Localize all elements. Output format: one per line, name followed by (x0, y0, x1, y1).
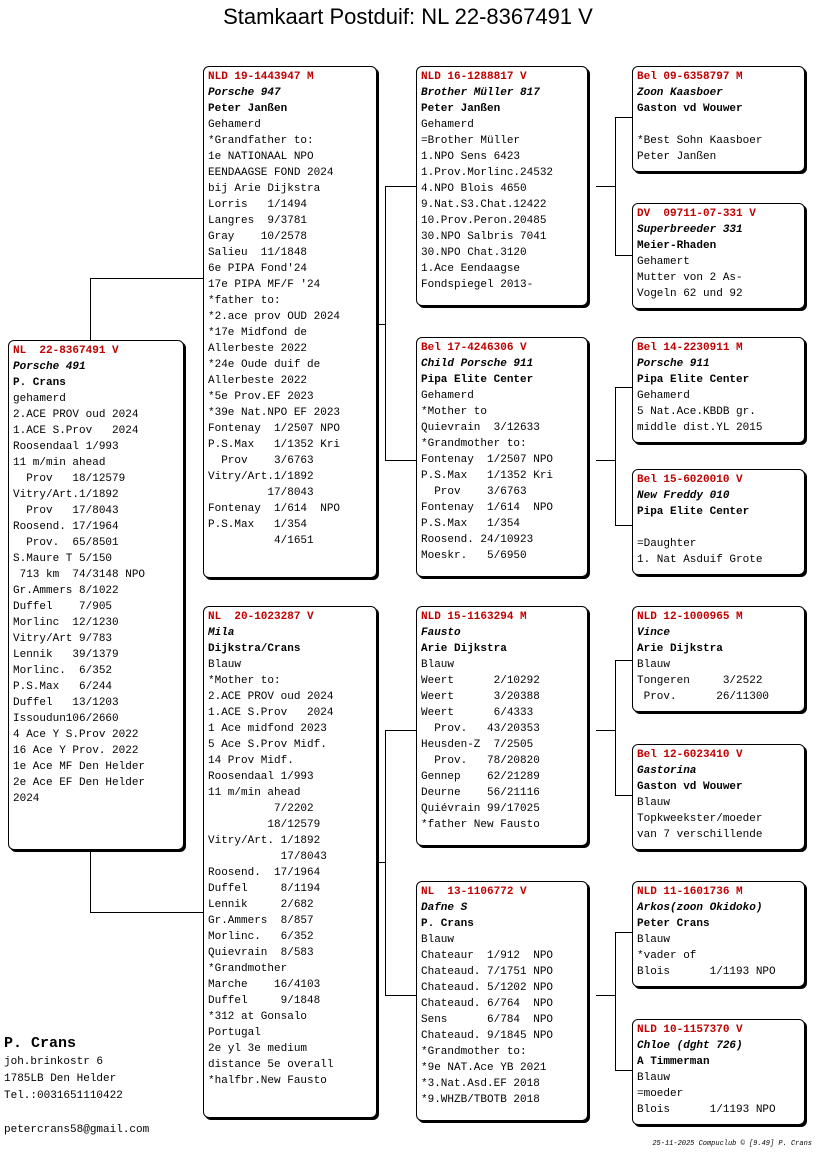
info-line: *2.ace prov OUD 2024 (208, 311, 341, 323)
info-line: Salieu 11/1848 (208, 247, 308, 259)
info-line: *312 at Gonsalo (208, 1011, 308, 1023)
info-line: Prov 17/8043 (13, 505, 119, 517)
info-line: Blauw (421, 934, 455, 946)
info-line: Duffel 8/1194 (208, 883, 321, 895)
info-line: Quiévrain 99/17025 (421, 803, 540, 815)
ring-number: NLD 19-1443947 M (208, 71, 314, 83)
ring-number: Bel 09-6358797 M (637, 71, 743, 83)
info-line: =moeder (637, 1088, 684, 1100)
info-line: Duffel 7/905 (13, 601, 113, 613)
page-title: Stamkaart Postduif: NL 22-8367491 V (223, 4, 593, 29)
info-line: Gr.Ammers 8/1022 (13, 585, 119, 597)
info-line: *Grandfather to: (208, 135, 314, 147)
info-line: Morlinc 12/1230 (13, 617, 119, 629)
info-line: Blois 1/1193 NPO (637, 966, 776, 978)
info-line: Mutter von 2 As- (637, 272, 743, 284)
info-line: Fontenay 1/2507 NPO (208, 423, 341, 435)
info-line: Blois 1/1193 NPO (637, 1104, 776, 1116)
pigeon-name: Mila (208, 627, 235, 639)
pedigree-card-dam-sire (416, 606, 588, 846)
pigeon-name: Brother Müller 817 (421, 87, 540, 99)
info-line: Lennik 2/682 (208, 899, 314, 911)
info-line: Weert 6/4333 (421, 707, 534, 719)
info-line: 30.NPO Salbris 7041 (421, 231, 547, 243)
ring-number: NL 13-1106772 V (421, 886, 527, 898)
info-line: EENDAAGSE FOND 2024 (208, 167, 334, 179)
owner-name: Arie Dijkstra (421, 643, 507, 655)
pedigree-card-sire-dam (416, 337, 588, 577)
info-line: 5 Ace S.Prov Midf. (208, 739, 327, 751)
info-line: *3.Nat.Asd.EF 2018 (421, 1078, 540, 1090)
pedigree-card-dds (632, 881, 805, 987)
ring-number: Bel 15-6020010 V (637, 474, 743, 486)
info-line: Vitry/Art. 1/1892 (208, 835, 321, 847)
info-line: Gehamerd (421, 119, 474, 131)
pigeon-name: Porsche 911 (637, 358, 710, 370)
info-line: Gr.Ammers 8/857 (208, 915, 314, 927)
info-line: 1.NPO Sens 6423 (421, 151, 521, 163)
info-line: Fontenay 1/614 NPO (208, 503, 341, 515)
info-line (637, 117, 800, 133)
info-line: Duffel 13/1203 (13, 697, 119, 709)
pedigree-card-subject (8, 340, 184, 850)
ring-number: Bel 14-2230911 M (637, 342, 743, 354)
info-line: gehamerd (13, 393, 66, 405)
info-line: S.Maure T 5/150 (13, 553, 113, 565)
info-line: P.S.Max 1/354 (421, 518, 521, 530)
owner-name: Peter Janßen (208, 103, 288, 115)
info-line: 18/12579 (208, 819, 321, 831)
pedigree-card-ssd (632, 203, 805, 309)
info-line: 1e Ace MF Den Helder (13, 761, 146, 773)
info-line: Heusden-Z 7/2505 (421, 739, 534, 751)
info-line: 1.ACE S.Prov 2024 (208, 707, 334, 719)
info-line: 10.Prov.Peron.20485 (421, 215, 547, 227)
owner-name: A Timmerman (637, 1056, 710, 1068)
ring-number: NLD 10-1157370 V (637, 1024, 743, 1036)
info-line: 2.ACE PROV oud 2024 (208, 691, 334, 703)
info-line: *father to: (208, 295, 281, 307)
pedigree-card-sss (632, 66, 805, 172)
pigeon-name: Porsche 491 (13, 361, 86, 373)
info-line: Allerbeste 2022 (208, 375, 308, 387)
info-line: Prov. 65/8501 (13, 537, 119, 549)
pigeon-name: Arkos(zoon Okidoko) (637, 902, 763, 914)
breeder-address-city: 1785LB Den Helder (4, 1073, 117, 1085)
ring-number: Bel 17-4246306 V (421, 342, 527, 354)
info-line: Morlinc. 6/352 (13, 665, 113, 677)
info-line: *father New Fausto (421, 819, 540, 831)
info-line: 1. Nat Asduif Grote (637, 554, 763, 566)
info-line: P.S.Max 1/1352 Kri (421, 470, 554, 482)
info-line: 4/1651 (208, 535, 314, 547)
info-line: 11 m/min ahead (13, 457, 106, 469)
info-line: Portugal (208, 1027, 261, 1039)
ring-number: NLD 11-1601736 M (637, 886, 743, 898)
info-line: *24e Oude duif de (208, 359, 321, 371)
ring-number: Bel 12-6023410 V (637, 749, 743, 761)
info-line: 17e PIPA MF/F '24 (208, 279, 321, 291)
info-line: Fontenay 1/2507 NPO (421, 454, 554, 466)
info-line: Blauw (421, 659, 455, 671)
info-line: Blauw (637, 934, 671, 946)
info-line: Issoudun106/2660 (13, 713, 119, 725)
info-line: =Daughter (637, 538, 697, 550)
info-line: *9e NAT.Ace YB 2021 (421, 1062, 547, 1074)
info-line: Sens 6/784 NPO (421, 1014, 554, 1026)
info-line (637, 520, 800, 536)
pedigree-card-dam-dam (416, 881, 588, 1121)
info-line: 1.Ace Eendaagse (421, 263, 521, 275)
info-line: Lorris 1/1494 (208, 199, 308, 211)
info-line: Prov. 78/20820 (421, 755, 540, 767)
info-line: Duffel 9/1848 (208, 995, 321, 1007)
info-line: Chateaud. 7/1751 NPO (421, 966, 554, 978)
owner-name: Pipa Elite Center (637, 506, 750, 518)
info-line: 1 Ace midfond 2023 (208, 723, 327, 735)
info-line: Gehamerd (421, 390, 474, 402)
info-line: distance 5e overall (208, 1059, 334, 1071)
info-line: 1e NATIONAAL NPO (208, 151, 314, 163)
owner-name: P. Crans (421, 918, 474, 930)
info-line: Prov 3/6763 (421, 486, 527, 498)
info-line: 17/8043 (208, 487, 314, 499)
info-line: Weert 3/20388 (421, 691, 540, 703)
info-line: Roosendaal 1/993 (13, 441, 119, 453)
info-line: Quievrain 8/583 (208, 947, 314, 959)
info-line: *Grandmother to: (421, 438, 527, 450)
info-line: Roosend. 24/10923 (421, 534, 534, 546)
pedigree-card-sire (203, 66, 377, 578)
info-line: Roosendaal 1/993 (208, 771, 314, 783)
info-line: *17e Midfond de (208, 327, 308, 339)
owner-name: Dijkstra/Crans (208, 643, 301, 655)
info-line: Gehamerd (208, 119, 261, 131)
owner-name: Peter Janßen (421, 103, 501, 115)
info-line: *Grandmother (208, 963, 288, 975)
pedigree-card-ddd (632, 1019, 805, 1125)
info-line: 16 Ace Y Prov. 2022 (13, 745, 139, 757)
info-line: Blauw (637, 1072, 671, 1084)
info-line: Topkweekster/moeder (637, 813, 763, 825)
info-line: *vader of (637, 950, 697, 962)
info-line: Gray 10/2578 (208, 231, 308, 243)
info-line: Gehamerd (637, 390, 690, 402)
pigeon-name: Gastorina (637, 765, 697, 777)
info-line: Chateaud. 6/764 NPO (421, 998, 554, 1010)
breeder-phone: Tel.:0031651110422 (4, 1090, 123, 1102)
info-line: Roosend. 17/1964 (13, 521, 119, 533)
pedigree-card-dam (203, 606, 377, 1118)
breeder-address-street: joh.brinkostr 6 (4, 1056, 104, 1068)
info-line: Chateaur 1/912 NPO (421, 950, 554, 962)
owner-name: Pipa Elite Center (637, 374, 750, 386)
owner-name: Gaston vd Wouwer (637, 103, 743, 115)
info-line: middle dist.YL 2015 (637, 422, 763, 434)
info-line: Prov 3/6763 (208, 455, 314, 467)
info-line: Peter Janßen (637, 151, 717, 163)
info-line: P.S.Max 1/354 (208, 519, 308, 531)
info-line: 2.ACE PROV oud 2024 (13, 409, 139, 421)
info-line: Gennep 62/21289 (421, 771, 540, 783)
info-line: 6e PIPA Fond'24 (208, 263, 308, 275)
info-line: Quievrain 3/12633 (421, 422, 540, 434)
info-line: Chateaud. 9/1845 NPO (421, 1030, 554, 1042)
info-line: Langres 9/3781 (208, 215, 308, 227)
info-line: Vogeln 62 und 92 (637, 288, 743, 300)
info-line: Vitry/Art.1/1892 (13, 489, 119, 501)
info-line: 11 m/min ahead (208, 787, 301, 799)
info-line: *Mother to (421, 406, 488, 418)
info-line: Gehamert (637, 256, 690, 268)
pigeon-name: Zoon Kaasboer (637, 87, 723, 99)
pigeon-name: Child Porsche 911 (421, 358, 534, 370)
pigeon-name: Vince (637, 627, 671, 639)
ring-number: NL 20-1023287 V (208, 611, 314, 623)
info-line: 1.ACE S.Prov 2024 (13, 425, 139, 437)
breeder-email: petercrans58@gmail.com (4, 1124, 150, 1136)
info-line: Fondspiegel 2013- (421, 279, 534, 291)
info-line: *5e Prov.EF 2023 (208, 391, 314, 403)
pigeon-name: Dafne S (421, 902, 468, 914)
info-line: *Mother to: (208, 675, 281, 687)
info-line: 1.Prov.Morlinc.24532 (421, 167, 554, 179)
owner-name: Peter Crans (637, 918, 710, 930)
pedigree-card-dsd (632, 744, 805, 850)
info-line: 2024 (13, 793, 40, 805)
info-line: Lennik 39/1379 (13, 649, 119, 661)
breeder-info (4, 1034, 123, 1105)
ring-number: NL 22-8367491 V (13, 345, 119, 357)
info-line: Tongeren 3/2522 (637, 675, 763, 687)
info-line: 17/8043 (208, 851, 327, 863)
info-line: *Grandmother to: (421, 1046, 527, 1058)
info-line: 7/2202 (208, 803, 314, 815)
info-line: Prov 18/12579 (13, 473, 126, 485)
pigeon-name: New Freddy 010 (637, 490, 730, 502)
owner-name: Meier-Rhaden (637, 240, 717, 252)
info-line: Morlinc. 6/352 (208, 931, 314, 943)
info-line: Blauw (637, 797, 671, 809)
info-line: Blauw (637, 659, 671, 671)
info-line: *halfbr.New Fausto (208, 1075, 327, 1087)
info-line: Vitry/Art.1/1892 (208, 471, 314, 483)
ring-number: NLD 16-1288817 V (421, 71, 527, 83)
info-line: Prov. 43/20353 (421, 723, 540, 735)
info-line: Chateaud. 5/1202 NPO (421, 982, 554, 994)
info-line: =Brother Müller (421, 135, 521, 147)
info-line: 4 Ace Y S.Prov 2022 (13, 729, 139, 741)
owner-name: Pipa Elite Center (421, 374, 534, 386)
pedigree-card-dss (632, 606, 805, 712)
info-line: P.S.Max 1/1352 Kri (208, 439, 341, 451)
info-line: Vitry/Art 9/783 (13, 633, 113, 645)
ring-number: DV 09711-07-331 V (637, 208, 756, 220)
info-line: Prov. 26/11300 (637, 691, 770, 703)
info-line: 9.Nat.S3.Chat.12422 (421, 199, 547, 211)
ring-number: NLD 12-1000965 M (637, 611, 743, 623)
info-line: Roosend. 17/1964 (208, 867, 321, 879)
pigeon-name: Porsche 947 (208, 87, 281, 99)
pedigree-card-sds (632, 337, 805, 443)
info-line: Moeskr. 5/6950 (421, 550, 527, 562)
pedigree-card-sire-sire (416, 66, 588, 306)
info-line: 5 Nat.Ace.KBDB gr. (637, 406, 756, 418)
pigeon-name: Fausto (421, 627, 461, 639)
info-line: 4.NPO Blois 4650 (421, 183, 527, 195)
breeder-name: P. Crans (4, 1035, 77, 1052)
pigeon-name: Chloe (dght 726) (637, 1040, 743, 1052)
info-line: Deurne 56/21116 (421, 787, 540, 799)
owner-name: Gaston vd Wouwer (637, 781, 743, 793)
info-line: P.S.Max 6/244 (13, 681, 113, 693)
info-line: Marche 16/4103 (208, 979, 321, 991)
info-line: 2e yl 3e medium (208, 1043, 308, 1055)
info-line: Allerbeste 2022 (208, 343, 308, 355)
info-line: bij Arie Dijkstra (208, 183, 321, 195)
footer-credit: 25-11-2025 Compuclub © [9.49] P. Crans (652, 1140, 812, 1148)
info-line: *Best Sohn Kaasboer (637, 135, 763, 147)
ring-number: NLD 15-1163294 M (421, 611, 527, 623)
info-line: *9.WHZB/TBOTB 2018 (421, 1094, 540, 1106)
info-line: van 7 verschillende (637, 829, 763, 841)
info-line: *39e Nat.NPO EF 2023 (208, 407, 341, 419)
info-line: 14 Prov Midf. (208, 755, 294, 767)
owner-name: Arie Dijkstra (637, 643, 723, 655)
info-line: Weert 2/10292 (421, 675, 540, 687)
info-line: 2e Ace EF Den Helder (13, 777, 146, 789)
info-line: 30.NPO Chat.3120 (421, 247, 527, 259)
info-line: Fontenay 1/614 NPO (421, 502, 554, 514)
info-line: Blauw (208, 659, 242, 671)
pedigree-card-sdd (632, 469, 805, 575)
info-line: 713 km 74/3148 NPO (13, 569, 146, 581)
owner-name: P. Crans (13, 377, 66, 389)
pigeon-name: Superbreeder 331 (637, 224, 743, 236)
